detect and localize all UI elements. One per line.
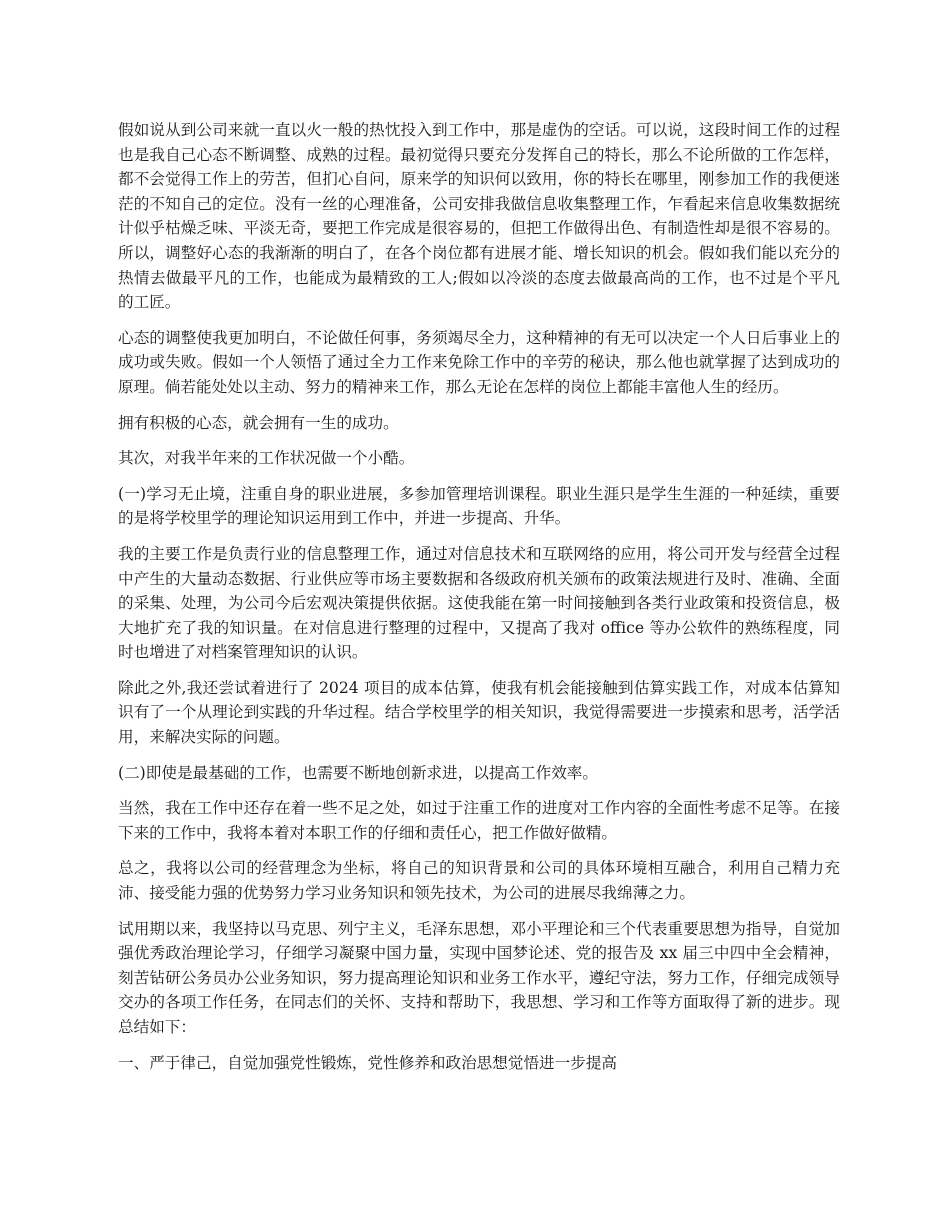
paragraph-11: 试用期以来，我坚持以马克思、列宁主义，毛泽东思想，邓小平理论和三个代表重要思想为指导，自觉加强优秀政治理论学习，仔细学习凝聚中国力量，实现中国梦论述、党的报告及 xx 届三中四中全会精神，刻苦钻研公务员办公业务知识，努力提高理论知识和业务工作水平，遵纪守法，努力工作，仔细完成领导交办的各项工作任务，在同志们的关怀、支持和帮助下，我思想、学习和工作等方面取得了新的进步。现总结如下： [118,919,840,1036]
paragraph-6: 我的主要工作是负责行业的信息整理工作，通过对信息技术和互联网络的应用，将公司开发与经营全过程中产生的大量动态数据、行业供应等市场主要数据和各级政府机关颁布的政策法规进行及时、准确、全面的采集、处理，为公司今后宏观决策提供依据。这使我能在第一时间接触到各类行业政策和投资信息，极大地扩充了我的知识量。在对信息进行整理的过程中，又提高了我对 office 等办公软件的熟练程度，同时也增进了对档案管理知识的认识。 [118,544,840,662]
paragraph-5: (一)学习无止境，注重自身的职业进展，多参加管理培训课程。职业生涯只是学生生涯的一种延续，重要的是将学校里学的理论知识运用到工作中，并进一步提高、升华。 [118,484,840,528]
paragraph-1: 假如说从到公司来就一直以火一般的热忱投入到工作中，那是虚伪的空话。可以说，这段时间工作的过程也是我自己心态不断调整、成熟的过程。最初觉得只要充分发挥自己的特长，那么不论所做的工作怎样，都不会觉得工作上的劳苦，但扪心自问，原来学的知识何以致用，你的特长在哪里，刚参加工作的我便迷茫的不知自己的定位。没有一丝的心理准备，公司安排我做信息收集整理工作，乍看起来信息收集数据统计似乎枯燥乏味、平淡无奇，要把工作完成是很容易的，但把工作做得出色、有制造性却是很不容易的。所以，调整好心态的我渐渐的明白了，在各个岗位都有进展才能、增长知识的机会。假如我们能以充分的热情去做最平凡的工作，也能成为最精致的工人;假如以冷淡的态度去做最高尚的工作，也不过是个平凡的工匠。 [118,121,840,312]
paragraph-4: 其次，对我半年来的工作状况做一个小酷。 [118,449,415,468]
document-page [118,118,840,1086]
paragraph-2: 心态的调整使我更加明白，不论做任何事，务须竭尽全力，这种精神的有无可以决定一个人日后事业上的成功或失败。假如一个人领悟了通过全力工作来免除工作中的辛劳的秘诀，那么他也就掌握了达到成功的原理。倘若能处处以主动、努力的精神来工作，那么无论在怎样的岗位上都能丰富他人生的经历。 [118,328,840,396]
paragraph-10: 总之，我将以公司的经营理念为坐标，将自己的知识背景和公司的具体环境相互融合，利用自己精力充沛、接受能力强的优势努力学习业务知识和领先技术，为公司的进展尽我绵薄之力。 [118,859,840,903]
paragraph-12: 一、严于律己，自觉加强党性锻炼，党性修养和政治思想觉悟进一步提高 [118,1053,618,1072]
paragraph-7: 除此之外,我还尝试着进行了 2024 项目的成本估算，使我有机会能接触到估算实践工作，对成本估算知识有了一个从理论到实践的升华过程。结合学校里学的相关知识，我觉得需要进一步摸索和思考，活学活用，来解决实际的问题。 [118,678,840,747]
paragraph-3: 拥有积极的心态，就会拥有一生的成功。 [118,413,399,432]
paragraph-9: 当然，我在工作中还存在着一些不足之处，如过于注重工作的进度对工作内容的全面性考虑不足等。在接下来的工作中，我将本着对本职工作的仔细和责任心，把工作做好做精。 [118,799,840,842]
paragraph-8: (二)即使是最基础的工作，也需要不断地创新求进，以提高工作效率。 [118,763,598,782]
